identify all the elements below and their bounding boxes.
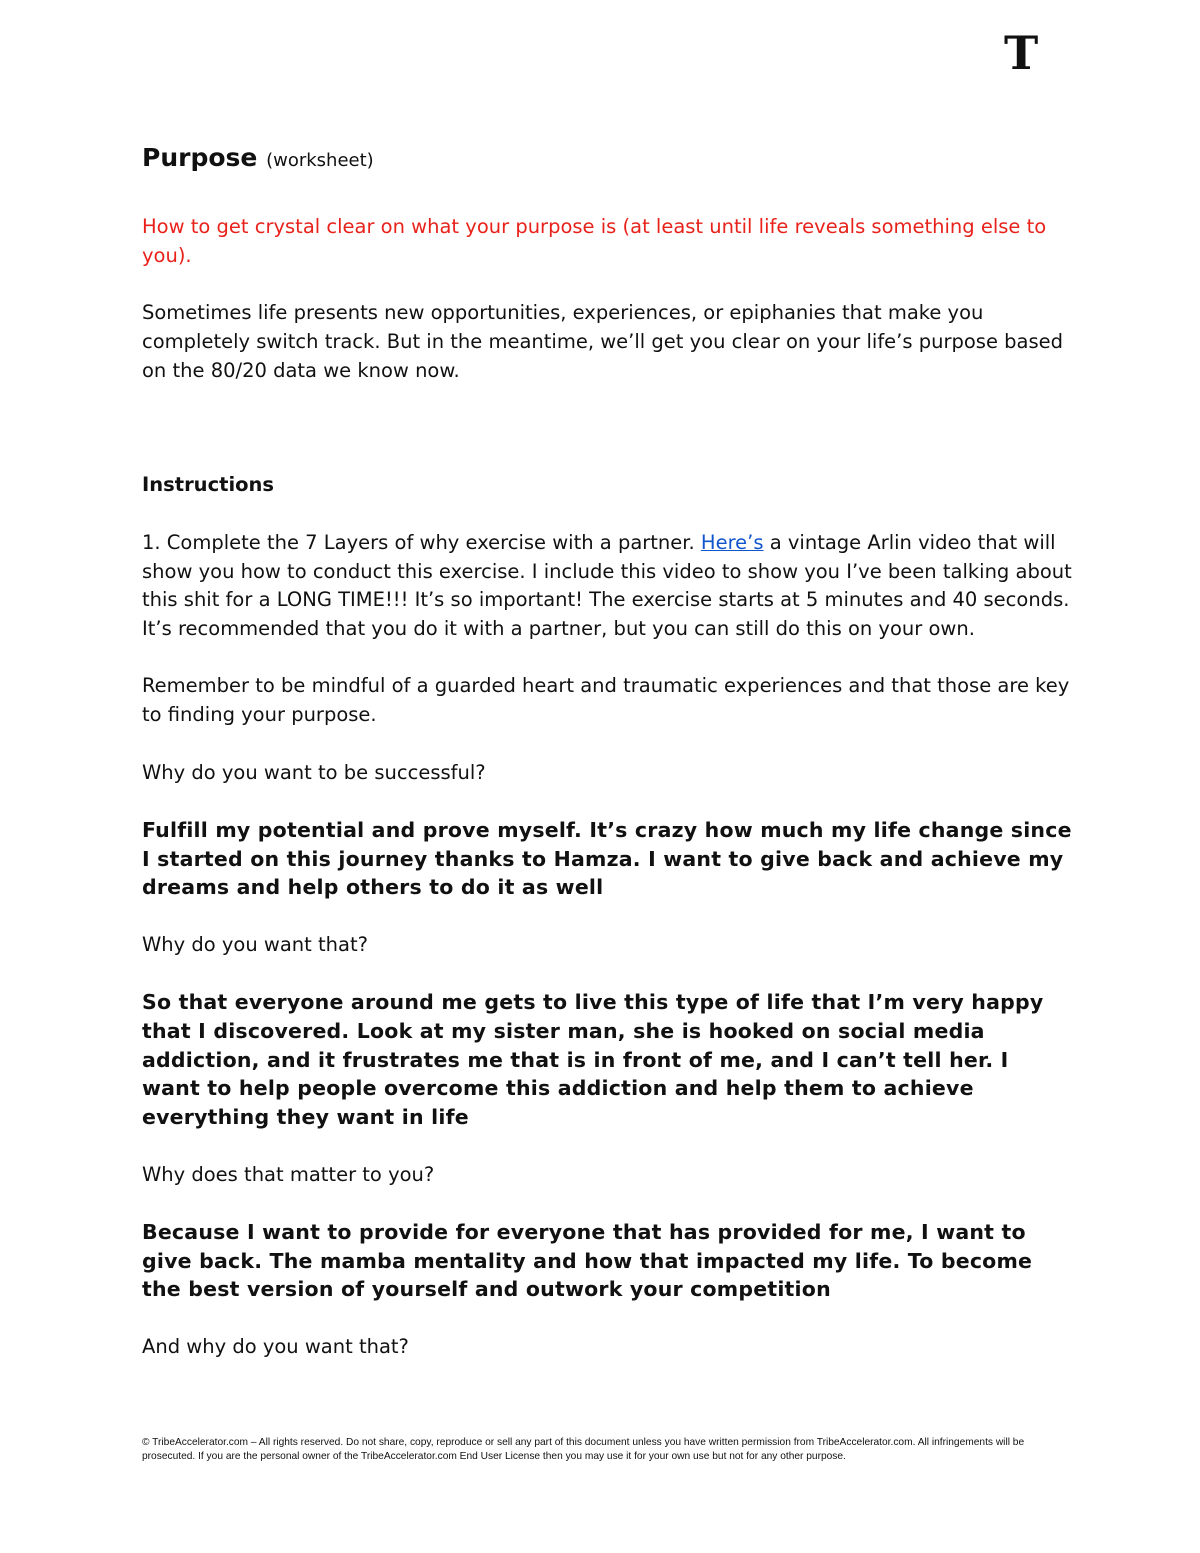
step1-text-before: 1. Complete the 7 Layers of why exercise with a partner. xyxy=(142,530,695,554)
intro-paragraph: Sometimes life presents new opportunities, experiences, or epiphanies that make you completely switch track. But in the meantime, we’ll get you clear on your life’s purpose based on the 80/20 data we know now. xyxy=(142,301,1064,382)
reminder-paragraph: Remember to be mindful of a guarded heart and traumatic experiences and that those are key to finding your purpose. xyxy=(142,674,1070,727)
question-3: Why does that matter to you? xyxy=(142,1162,435,1186)
question-1: Why do you want to be successful? xyxy=(142,760,486,784)
video-link[interactable]: Here’s xyxy=(700,530,764,554)
answer-1: Fulfill my potential and prove myself. It’s crazy how much my life change since I started on this journey thanks to Hamza. I want to give back and achieve my dreams and help others to do it as well xyxy=(142,817,1072,900)
instruction-step-1 xyxy=(142,529,1072,644)
brand-logo: T xyxy=(1004,26,1039,80)
answer-3: Because I want to provide for everyone that has provided for me, I want to give back. The mamba mentality and how that impacted my life. To become the best version of yourself and outwork your competition xyxy=(142,1219,1033,1302)
copyright-footer: © TribeAccelerator.com – All rights reserved. Do not share, copy, reproduce or sell any part of this document unless you have written permission from TribeAccelerator.com. All infringements will be prosecuted. If you are the personal owner of the TribeAccelerator.com End User License then you may use it for your own use but not for any other purpose. xyxy=(142,1437,1025,1462)
question-4: And why do you want that? xyxy=(142,1334,409,1358)
title-main: Purpose xyxy=(142,143,258,172)
question-2: Why do you want that? xyxy=(142,932,368,956)
answer-2: So that everyone around me gets to live this type of life that I’m very happy that I discovered. Look at my sister man, she is hooked on social media addiction, and it frustrates me that is in front of me, and I can’t tell her. I want to help people overcome this addiction and help them to achieve everything they want in life xyxy=(142,990,1044,1130)
intro-highlight: How to get crystal clear on what your purpose is (at least until life reveals something else to you). xyxy=(142,215,1047,267)
instructions-heading: Instructions xyxy=(142,473,275,497)
page-title xyxy=(142,140,1072,179)
title-subtitle: (worksheet) xyxy=(266,150,374,171)
step1-text-after: a vintage Arlin video that will show you how to conduct this exercise. I include this video to show you I’ve been talking about this shit for a LONG TIME!!! It’s so important! The exercise starts at 5 minutes and 40 seconds. It’s recommended that you do it with a partner, but you can still do this on your own. xyxy=(142,530,1072,641)
document-body xyxy=(142,140,1072,1362)
